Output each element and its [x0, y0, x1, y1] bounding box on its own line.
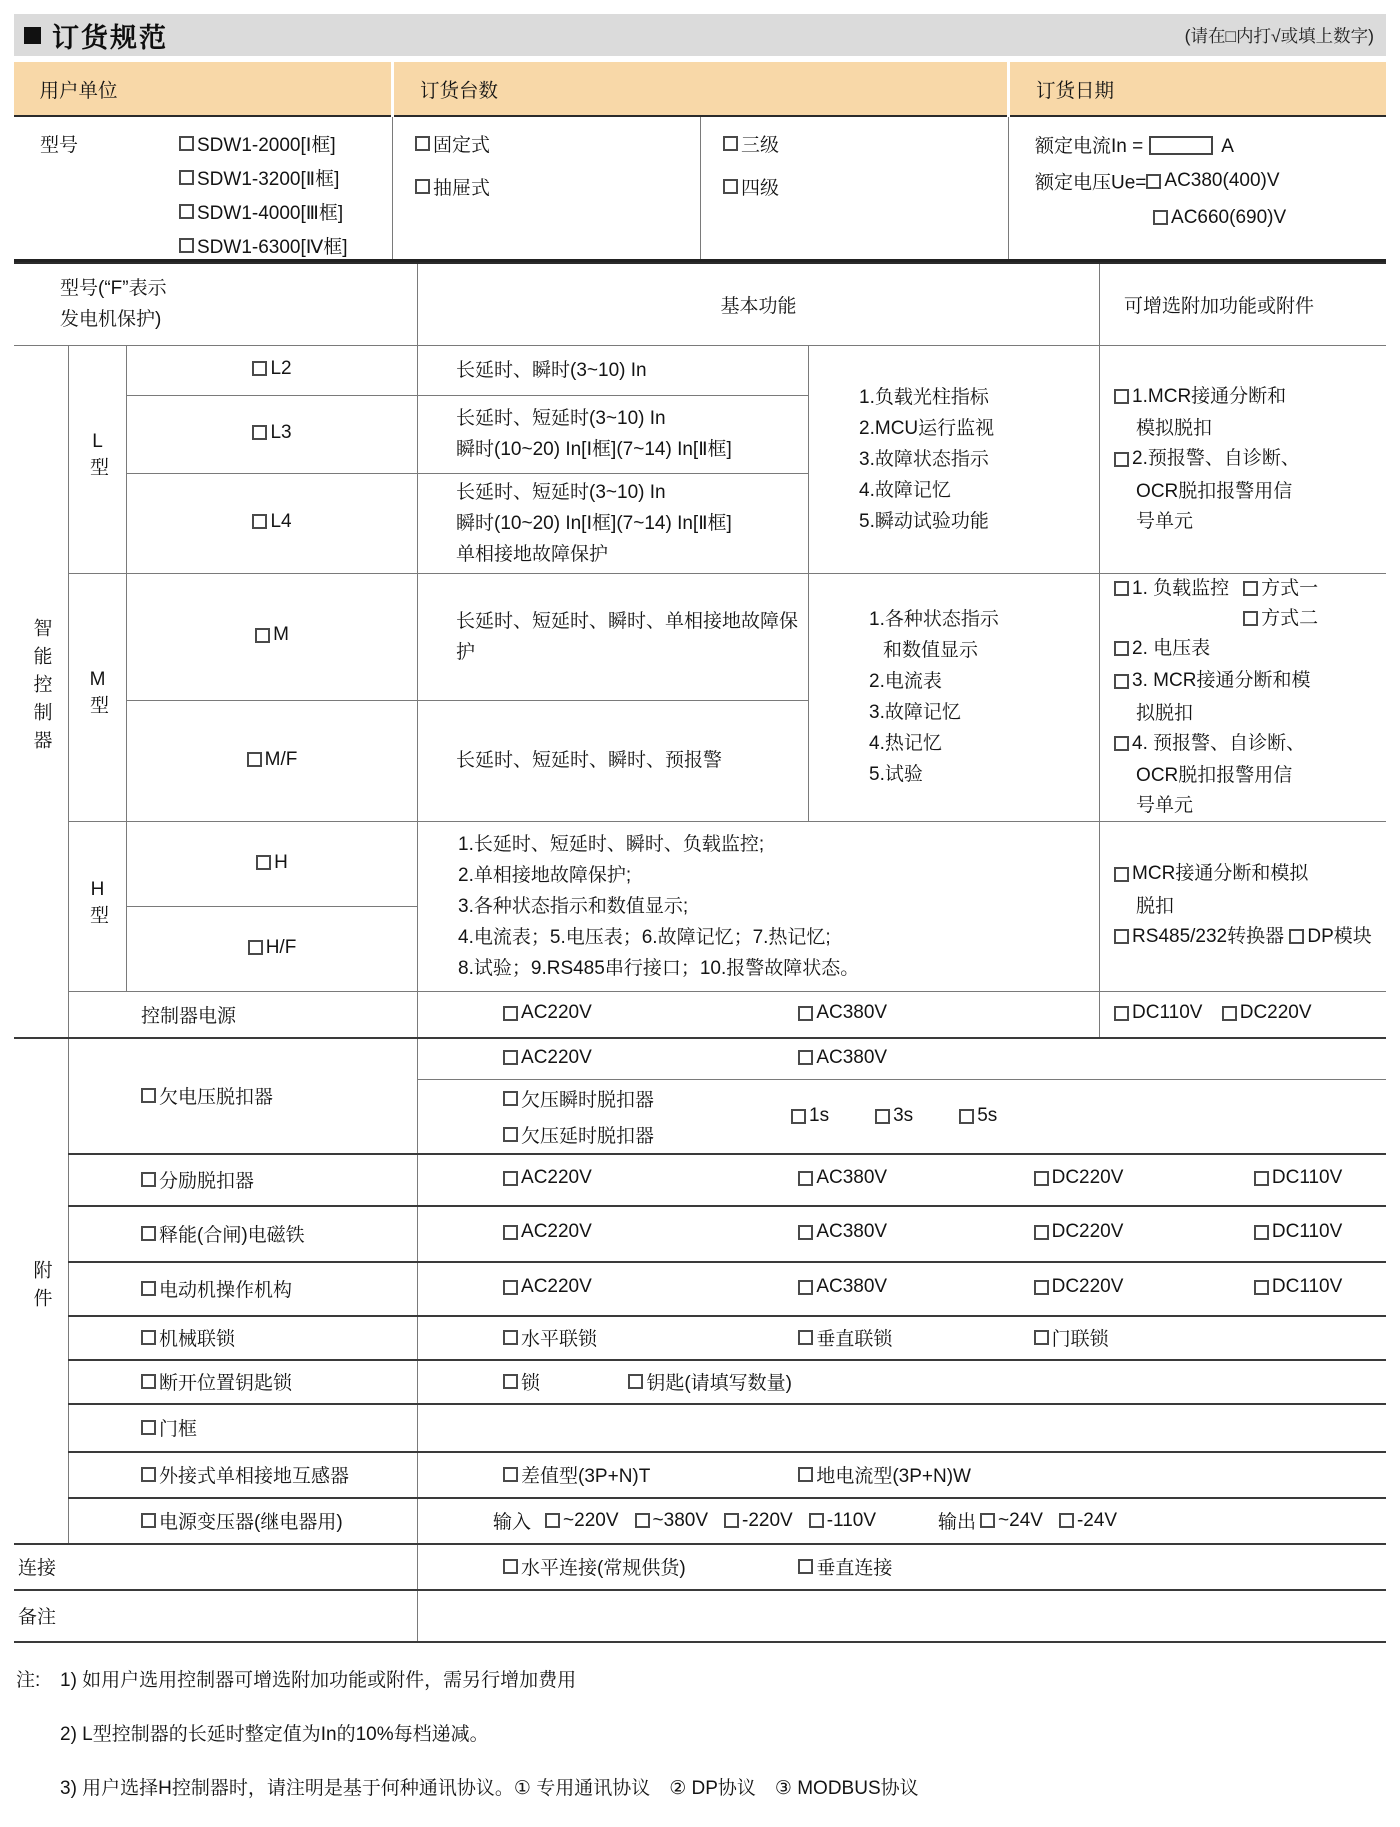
mount-type-cell	[393, 116, 701, 261]
footnote-2: 2) L型控制器的长延时整定值为In的10%每档递减。	[60, 1723, 489, 1745]
poles-option-four: 四级	[723, 173, 1008, 200]
accessory-mechanical-interlock: 机械联锁	[69, 1316, 418, 1360]
shunt-ac220: AC220V	[503, 1167, 793, 1189]
model-option-sdw1-4000: SDW1-4000[Ⅲ框]	[179, 198, 348, 225]
tx-in-dc220: -220V	[724, 1510, 793, 1532]
connection-options	[418, 1544, 1386, 1590]
checkbox-icon[interactable]	[545, 1513, 560, 1528]
checkbox-icon[interactable]	[141, 1172, 156, 1187]
rating-cell	[1009, 116, 1386, 261]
accessory-doorframe: 门框	[69, 1404, 418, 1452]
checkbox-icon[interactable]	[503, 1330, 518, 1345]
model-row	[14, 116, 1386, 261]
m-addon-mcr: 3. MCR接通分断和模	[1114, 666, 1310, 696]
footnote-1: 1) 如用户选用控制器可增选附加功能或附件，需另行增加费用	[60, 1669, 577, 1691]
side-label-accessories: 附件	[14, 1038, 69, 1544]
accessory-keylock: 断开位置钥匙锁	[69, 1360, 418, 1404]
checkbox-icon[interactable]	[141, 1420, 156, 1435]
header-user-unit: 用户单位	[14, 62, 393, 116]
checkbox-icon[interactable]	[1034, 1225, 1049, 1240]
checkbox-icon[interactable]	[1034, 1280, 1049, 1295]
voltage-option-ac660: AC660(690)V	[1153, 201, 1286, 235]
checkbox-icon[interactable]	[1114, 736, 1129, 751]
checkbox-icon[interactable]	[1034, 1330, 1049, 1345]
footnote-3: 3) 用户选择H控制器时，请注明是基于何种通讯协议。① 专用通讯协议 ② DP协议 ③ MODBUS协议	[60, 1777, 919, 1799]
checkbox-icon[interactable]	[809, 1513, 824, 1528]
interlock-options	[418, 1316, 1386, 1360]
checkbox-icon[interactable]	[628, 1374, 643, 1389]
undervoltage-voltage-options	[418, 1038, 1386, 1080]
rated-voltage-line: 额定电压Ue= AC380(400)V	[1035, 164, 1386, 201]
row-motor-operator	[14, 1262, 1386, 1316]
closing-ac380: AC380V	[798, 1221, 1028, 1243]
checkbox-icon[interactable]	[256, 855, 271, 870]
checkbox-icon[interactable]	[415, 179, 430, 194]
row-shunt-release	[14, 1154, 1386, 1206]
row-m	[14, 573, 1386, 700]
shunt-dc110: DC110V	[1254, 1167, 1342, 1189]
checkbox-icon[interactable]	[980, 1513, 995, 1528]
l-addon-prealarm: 2.预报警、自诊断、	[1114, 444, 1300, 474]
checkbox-icon[interactable]	[1243, 581, 1258, 596]
tx-in-dc110: -110V	[809, 1510, 876, 1532]
transformer-options	[418, 1498, 1386, 1544]
l-addon-mcr: 1.MCR接通分断和	[1114, 382, 1286, 412]
transformer-input-label: 输入	[493, 1512, 532, 1533]
rated-current-input[interactable]	[1149, 136, 1213, 155]
specification-table	[14, 262, 1386, 1643]
uv-option-delayed: 欠压延时脱扣器	[503, 1121, 791, 1148]
shunt-dc220: DC220V	[1034, 1167, 1249, 1189]
h-functions: 1.长延时、短延时、瞬时、负载监控; 2.单相接地故障保护; 3.各种状态指示和数值显示; 4.电流表；5.电压表；6.故障记忆；7.热记忆; 8.试验；9.RS485串行接口；10.报警故障状态。	[418, 822, 1100, 992]
mount-option-drawout: 抽屉式	[415, 173, 700, 200]
type-label-m: M型	[69, 573, 127, 822]
checkbox-icon[interactable]	[798, 1330, 813, 1345]
checkbox-icon[interactable]	[798, 1050, 813, 1065]
closing-ac220: AC220V	[503, 1221, 793, 1243]
power-option-ac220: AC220V	[503, 1002, 793, 1024]
l-indicator-list: 1.负载光柱指标 2.MCU运行监视 3.故障状态指示 4.故障记忆 5.瞬动试验功能	[809, 345, 1100, 573]
controller-header-row	[14, 263, 1386, 345]
accessory-shunt-release: 分励脱扣器	[69, 1154, 418, 1206]
controller-model-note: 型号(“F”表示 发电机保护)	[14, 263, 418, 345]
h-addon-dp-module: DP模块	[1289, 922, 1371, 952]
footnote-prefix: 注:	[16, 1669, 41, 1691]
controller-option-m: M	[127, 573, 418, 700]
type-label-l: L型	[69, 345, 127, 573]
checkbox-icon[interactable]	[252, 425, 267, 440]
model-option-sdw1-6300: SDW1-6300[Ⅳ框]	[179, 232, 348, 259]
ct-earth-current: 地电流型(3P+N)W	[798, 1461, 971, 1488]
mount-option-fixed: 固定式	[415, 130, 700, 157]
h-addon-rs485-converter: RS485/232转换器	[1114, 922, 1284, 952]
voltage-option-ac380: AC380(400)V	[1146, 164, 1279, 198]
checkbox-icon[interactable]	[1114, 581, 1129, 596]
checkbox-icon[interactable]	[503, 1006, 518, 1021]
connection-vertical: 垂直连接	[798, 1553, 892, 1580]
checkbox-icon[interactable]	[1222, 1006, 1237, 1021]
motor-voltage-options	[418, 1262, 1386, 1316]
checkbox-icon[interactable]	[503, 1091, 518, 1106]
m-addon-load-monitor: 1. 负载监控 方式一 方式二	[1114, 574, 1386, 634]
row-earth-ct	[14, 1452, 1386, 1498]
row-l2	[14, 345, 1386, 395]
checkbox-icon[interactable]	[959, 1109, 974, 1124]
checkbox-icon[interactable]	[503, 1050, 518, 1065]
m-addon-prealarm: 4. 预报警、自诊断、	[1114, 729, 1305, 759]
h-addon-mcr: MCR接通分断和模拟	[1114, 859, 1308, 889]
power-option-ac380: AC380V	[798, 1002, 887, 1024]
l-addons: 1.MCR接通分断和 模拟脱扣 2.预报警、自诊断、 OCR脱扣报警用信 号单元	[1100, 345, 1386, 573]
m-addon-way2: 方式二	[1243, 604, 1318, 634]
row-controller-power	[14, 992, 1386, 1038]
keylock-key: 钥匙(请填写数量)	[628, 1368, 792, 1395]
controller-option-l4: L4	[127, 473, 418, 573]
type-label-h: H型	[69, 822, 127, 992]
page-title: 订货规范	[52, 22, 168, 53]
l3-functions: 长延时、短延时(3~10) In 瞬时(10~20) In[Ⅰ框](7~14) In[Ⅱ框]	[418, 395, 809, 473]
motor-dc220: DC220V	[1034, 1276, 1249, 1298]
m-addon-way1: 方式一	[1243, 574, 1318, 604]
accessory-power-transformer: 电源变压器(继电器用)	[69, 1498, 418, 1544]
fill-instruction-hint: (请在□内打√或填上数字)	[1184, 25, 1374, 46]
order-header-table	[14, 62, 1386, 262]
connection-label: 连接	[14, 1544, 418, 1590]
checkbox-icon[interactable]	[723, 179, 738, 194]
checkbox-icon[interactable]	[1059, 1513, 1074, 1528]
checkbox-icon[interactable]	[503, 1467, 518, 1482]
checkbox-icon[interactable]	[798, 1225, 813, 1240]
checkbox-icon[interactable]	[1034, 1171, 1049, 1186]
title-bar	[14, 14, 1386, 56]
tx-in-ac220: ~220V	[545, 1510, 618, 1532]
transformer-output-label: 输出	[938, 1512, 977, 1533]
checkbox-icon[interactable]	[875, 1109, 890, 1124]
checkbox-icon[interactable]	[1114, 929, 1129, 944]
row-mechanical-interlock	[14, 1316, 1386, 1360]
h-addons: MCR接通分断和模拟 脱扣 RS485/232转换器 DP模块	[1100, 822, 1386, 992]
checkbox-icon[interactable]	[179, 204, 194, 219]
side-label-intelligent-controller: 智能控制器	[14, 345, 69, 1038]
checkbox-icon[interactable]	[503, 1374, 518, 1389]
checkbox-icon[interactable]	[415, 136, 430, 151]
connection-horizontal: 水平连接(常规供货)	[503, 1553, 793, 1580]
checkbox-icon[interactable]	[724, 1513, 739, 1528]
motor-ac380: AC380V	[798, 1276, 1028, 1298]
controller-power-ac-options	[418, 992, 1100, 1038]
motor-dc110: DC110V	[1254, 1276, 1342, 1298]
checkbox-icon[interactable]	[141, 1330, 156, 1345]
remark-empty-cell[interactable]	[418, 1590, 1386, 1642]
tx-out-ac24: ~24V	[980, 1510, 1043, 1532]
checkbox-icon[interactable]	[1146, 174, 1161, 189]
uv-option-ac380: AC380V	[798, 1047, 887, 1069]
interlock-vertical: 垂直联锁	[798, 1324, 1028, 1351]
checkbox-icon[interactable]	[798, 1467, 813, 1482]
poles-cell	[701, 116, 1009, 261]
checkbox-icon[interactable]	[252, 514, 267, 529]
undervoltage-type-options	[418, 1080, 1386, 1154]
checkbox-icon[interactable]	[141, 1281, 156, 1296]
checkbox-icon[interactable]	[1254, 1171, 1269, 1186]
checkbox-icon[interactable]	[141, 1226, 156, 1241]
row-h	[14, 822, 1386, 907]
checkbox-icon[interactable]	[798, 1280, 813, 1295]
power-option-dc110: DC110V	[1114, 998, 1202, 1028]
rated-current-line: 额定电流In = A	[1035, 136, 1234, 157]
ct-differential: 差值型(3P+N)T	[503, 1461, 793, 1488]
checkbox-icon[interactable]	[1289, 929, 1304, 944]
uv-delay-1s: 1s	[791, 1105, 829, 1127]
checkbox-icon[interactable]	[1114, 389, 1129, 404]
controller-power-label: 控制器电源	[69, 992, 418, 1038]
header-optional-addons: 可增选附加功能或附件	[1100, 263, 1386, 345]
uv-delay-3s: 3s	[875, 1105, 913, 1127]
checkbox-icon[interactable]	[179, 136, 194, 151]
checkbox-icon[interactable]	[635, 1513, 650, 1528]
checkbox-icon[interactable]	[798, 1171, 813, 1186]
checkbox-icon[interactable]	[503, 1225, 518, 1240]
checkbox-icon[interactable]	[798, 1006, 813, 1021]
closing-dc220: DC220V	[1034, 1221, 1249, 1243]
row-undervoltage-1	[14, 1038, 1386, 1080]
rated-voltage-line-2	[1153, 201, 1386, 238]
m-indicator-list: 1.各种状态指示 和数值显示 2.电流表 3.故障记忆 4.热记忆 5.试验	[809, 573, 1100, 822]
checkbox-icon[interactable]	[791, 1109, 806, 1124]
keylock-lock: 锁	[503, 1368, 623, 1395]
row-doorframe	[14, 1404, 1386, 1452]
model-option-sdw1-3200: SDW1-3200[Ⅱ框]	[179, 164, 348, 191]
model-cell	[14, 116, 393, 261]
accessory-closing-electromagnet: 释能(合闸)电磁铁	[69, 1206, 418, 1262]
poles-option-three: 三级	[723, 130, 1008, 157]
accessory-motor-operator: 电动机操作机构	[69, 1262, 418, 1316]
accessory-undervoltage-release: 欠电压脱扣器	[69, 1038, 418, 1154]
checkbox-icon[interactable]	[1254, 1225, 1269, 1240]
checkbox-icon[interactable]	[798, 1559, 813, 1574]
keylock-options	[418, 1360, 1386, 1404]
checkbox-icon[interactable]	[248, 940, 263, 955]
power-option-dc220: DC220V	[1222, 998, 1312, 1028]
row-closing-electromagnet	[14, 1206, 1386, 1262]
row-power-transformer	[14, 1498, 1386, 1544]
remark-label: 备注	[14, 1590, 418, 1642]
controller-option-mf: M/F	[127, 700, 418, 821]
m-addons: 1. 负载监控 方式一 方式二 2. 电压表 3. MCR接通分断和模 拟脱扣 4. 预报警、自诊断、 OCR脱扣报警用信 号单元	[1100, 573, 1386, 822]
checkbox-icon[interactable]	[1114, 1006, 1129, 1021]
checkbox-icon[interactable]	[1254, 1280, 1269, 1295]
controller-option-h: H	[127, 822, 418, 907]
tx-in-ac380: ~380V	[635, 1510, 708, 1532]
interlock-horizontal: 水平联锁	[503, 1324, 793, 1351]
interlock-door: 门联锁	[1034, 1324, 1109, 1351]
checkbox-icon[interactable]	[141, 1374, 156, 1389]
checkbox-icon[interactable]	[503, 1127, 518, 1142]
uv-option-instantaneous: 欠压瞬时脱扣器	[503, 1085, 791, 1112]
row-remark	[14, 1590, 1386, 1642]
motor-ac220: AC220V	[503, 1276, 793, 1298]
tx-out-dc24: -24V	[1059, 1510, 1117, 1532]
checkbox-icon[interactable]	[1114, 674, 1129, 689]
controller-option-hf: H/F	[127, 907, 418, 992]
controller-option-l3: L3	[127, 395, 418, 473]
header-row	[14, 62, 1386, 116]
checkbox-icon[interactable]	[141, 1513, 156, 1528]
doorframe-empty-cell	[418, 1404, 1386, 1452]
checkbox-icon[interactable]	[141, 1467, 156, 1482]
checkbox-icon[interactable]	[1243, 611, 1258, 626]
m-addon-voltmeter: 2. 电压表	[1114, 634, 1210, 664]
uv-delay-5s: 5s	[959, 1105, 997, 1127]
checkbox-icon[interactable]	[179, 170, 194, 185]
shunt-ac380: AC380V	[798, 1167, 1028, 1189]
m-functions: 长延时、短延时、瞬时、单相接地故障保护	[418, 573, 809, 700]
controller-power-dc-options	[1100, 992, 1386, 1038]
checkbox-icon[interactable]	[255, 628, 270, 643]
checkbox-icon[interactable]	[503, 1559, 518, 1574]
l4-functions: 长延时、短延时(3~10) In 瞬时(10~20) In[Ⅰ框](7~14) In[Ⅱ框] 单相接地故障保护	[418, 473, 809, 573]
checkbox-icon[interactable]	[503, 1171, 518, 1186]
header-basic-functions: 基本功能	[418, 263, 1100, 345]
footnotes	[14, 1665, 1386, 1827]
model-option-sdw1-2000: SDW1-2000[Ⅰ框]	[179, 130, 348, 157]
checkbox-icon[interactable]	[141, 1088, 156, 1103]
header-order-date: 订货日期	[1009, 62, 1386, 116]
model-label: 型号	[40, 135, 79, 156]
closing-voltage-options	[418, 1206, 1386, 1262]
controller-option-l2: L2	[127, 345, 418, 395]
l2-functions: 长延时、瞬时(3~10) In	[418, 345, 809, 395]
checkbox-icon[interactable]	[723, 136, 738, 151]
header-order-quantity: 订货台数	[393, 62, 1009, 116]
earth-ct-options	[418, 1452, 1386, 1498]
square-bullet-icon	[24, 27, 41, 44]
checkbox-icon[interactable]	[1153, 210, 1168, 225]
checkbox-icon[interactable]	[1114, 867, 1129, 882]
checkbox-icon[interactable]	[1114, 641, 1129, 656]
checkbox-icon[interactable]	[503, 1280, 518, 1295]
checkbox-icon[interactable]	[247, 752, 262, 767]
mf-functions: 长延时、短延时、瞬时、预报警	[418, 700, 809, 821]
shunt-voltage-options	[418, 1154, 1386, 1206]
checkbox-icon[interactable]	[1114, 452, 1129, 467]
row-connection	[14, 1544, 1386, 1590]
closing-dc110: DC110V	[1254, 1221, 1342, 1243]
accessory-earth-ct: 外接式单相接地互感器	[69, 1452, 418, 1498]
row-keylock	[14, 1360, 1386, 1404]
checkbox-icon[interactable]	[252, 361, 267, 376]
checkbox-icon[interactable]	[179, 238, 194, 253]
uv-option-ac220: AC220V	[503, 1047, 793, 1069]
